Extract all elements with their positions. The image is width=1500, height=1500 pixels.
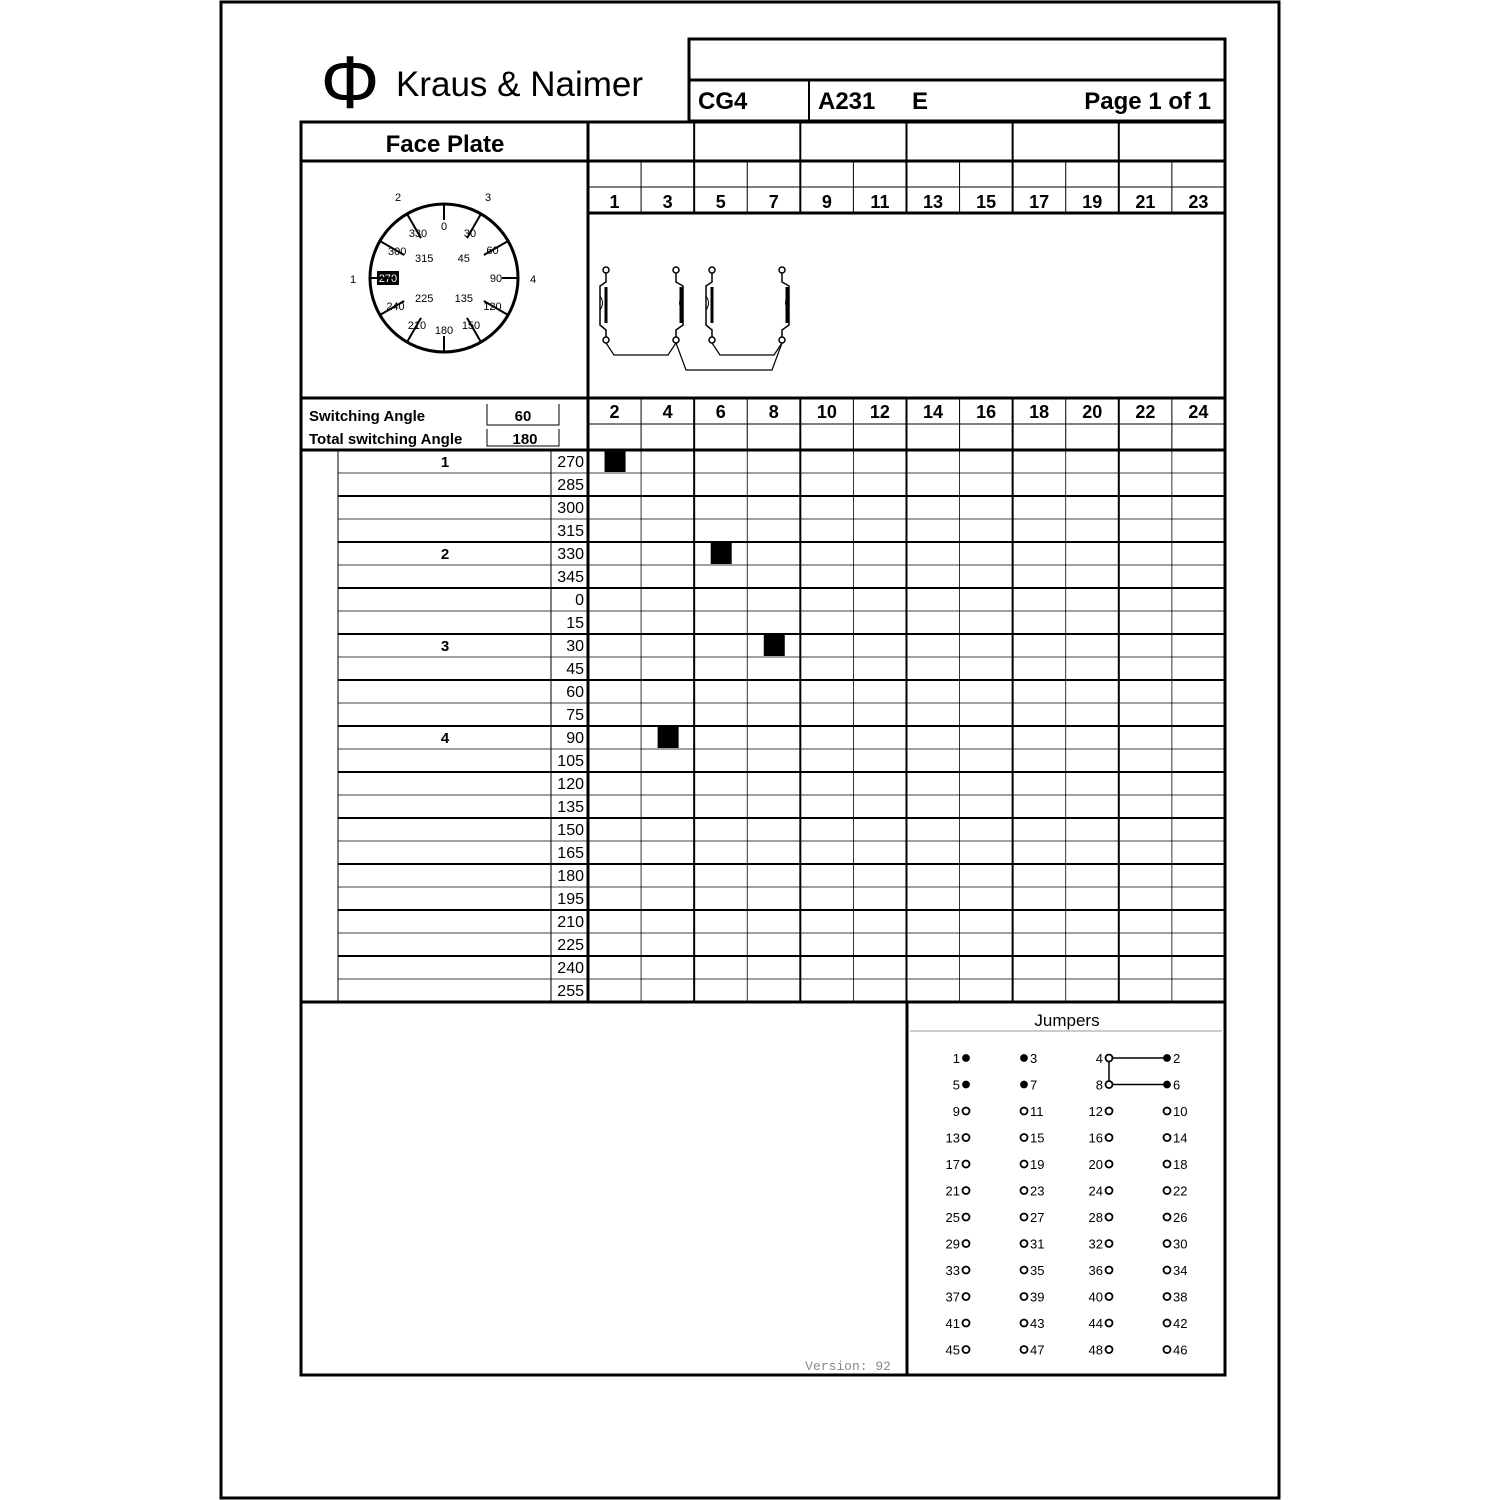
angle-cell: 0 — [575, 592, 584, 609]
terminal-bottom: 2 — [609, 402, 620, 422]
contact-closed-mark — [605, 451, 626, 472]
terminal-bottom: 16 — [976, 402, 997, 422]
jumper-terminal-open — [1021, 1240, 1028, 1247]
jumper-terminal-open — [1164, 1320, 1171, 1327]
jumper-terminal-open — [1021, 1346, 1028, 1353]
dial-inner-label: 225 — [415, 292, 434, 305]
jumper-terminal-open — [1164, 1214, 1171, 1221]
terminal-top: 13 — [923, 192, 944, 212]
jumper-terminal-open — [1021, 1320, 1028, 1327]
dial-angle-label: 240 — [386, 301, 405, 313]
jumper-terminal-open — [1021, 1134, 1028, 1141]
jumper-terminal-open — [1021, 1161, 1028, 1168]
jumper-terminal-label: 29 — [945, 1236, 960, 1252]
jumper-terminal-open — [1164, 1267, 1171, 1274]
jumper-terminal-label: 9 — [952, 1104, 960, 1119]
jumper-terminal-label: 33 — [945, 1263, 960, 1278]
jumper-terminal-label: 27 — [1030, 1210, 1045, 1225]
jumper-terminal-label: 34 — [1173, 1263, 1188, 1278]
angle-cell: 60 — [566, 684, 584, 701]
angle-cell: 270 — [557, 454, 584, 471]
jumper-terminal-label: 30 — [1173, 1236, 1188, 1252]
variant-code: E — [912, 88, 929, 115]
terminal-top: 11 — [870, 192, 890, 212]
terminal-bottom: 4 — [662, 402, 673, 422]
jumper-terminal-label: 24 — [1088, 1183, 1103, 1199]
jumper-terminal-label: 15 — [1030, 1130, 1045, 1146]
jumper-terminal-open — [1021, 1267, 1028, 1274]
jumper-terminal-open — [1021, 1108, 1028, 1115]
jumpers-title: Jumpers — [1034, 1011, 1100, 1030]
jumper-terminal-label: 41 — [945, 1316, 960, 1331]
angle-cell: 255 — [557, 983, 584, 1000]
jumper-terminal-filled — [1021, 1055, 1027, 1061]
jumper-terminal-label: 14 — [1173, 1130, 1188, 1146]
angle-cell: 15 — [566, 615, 584, 632]
switching-angle-value: 60 — [514, 408, 532, 425]
angle-cell: 195 — [557, 891, 584, 908]
position-cell: 2 — [440, 546, 450, 563]
jumper-terminal-open — [1164, 1161, 1171, 1168]
face-plate-title: Face Plate — [385, 131, 505, 158]
jumper-terminal-label: 17 — [945, 1157, 960, 1172]
jumper-terminal-label: 43 — [1030, 1316, 1045, 1331]
jumper-terminal-open — [1164, 1187, 1171, 1194]
jumper-terminal-label: 38 — [1173, 1289, 1188, 1305]
dial-angle-label: 90 — [489, 273, 503, 285]
terminal-top: 15 — [976, 192, 997, 212]
jumper-terminal-open — [1106, 1320, 1113, 1327]
jumper-terminal-open — [1106, 1081, 1113, 1088]
version-label: Version: 92 — [805, 1359, 891, 1374]
jumper-terminal-open — [963, 1214, 970, 1221]
jumper-terminal-label: 26 — [1173, 1210, 1188, 1225]
total-switching-angle-value: 180 — [512, 431, 538, 448]
terminal-bottom: 20 — [1082, 402, 1103, 422]
jumper-terminal-open — [1106, 1187, 1113, 1194]
jumper-terminal-label: 19 — [1030, 1157, 1045, 1172]
jumper-terminal-filled — [963, 1055, 969, 1061]
jumper-terminal-open — [1106, 1055, 1113, 1062]
terminal-bottom: 22 — [1135, 402, 1156, 422]
angle-cell: 135 — [557, 799, 584, 816]
angle-cell: 90 — [566, 730, 584, 747]
jumper-terminal-filled — [963, 1082, 969, 1088]
terminal-bottom: 8 — [768, 402, 779, 422]
jumper-terminal-open — [963, 1187, 970, 1194]
dial-angle-label: 270 — [378, 273, 398, 285]
jumper-terminal-open — [1021, 1187, 1028, 1194]
jumper-terminal-label: 16 — [1088, 1130, 1103, 1146]
jumper-terminal-filled — [1021, 1082, 1027, 1088]
dial-inner-label: 45 — [457, 253, 470, 266]
jumper-terminal-open — [963, 1134, 970, 1141]
jumper-terminal-open — [1164, 1134, 1171, 1141]
jumper-terminal-filled — [1164, 1055, 1170, 1061]
switch-code: CG4 — [698, 88, 748, 115]
jumper-terminal-label: 35 — [1030, 1263, 1045, 1278]
angle-cell: 330 — [557, 546, 584, 563]
jumper-terminal-label: 1 — [952, 1051, 960, 1066]
dial-angle-label: 300 — [388, 246, 407, 258]
jumper-terminal-label: 10 — [1173, 1104, 1188, 1119]
contact-closed-mark — [764, 635, 785, 656]
dial-angle-label: 60 — [486, 245, 499, 257]
dial-inner-label: 315 — [415, 253, 434, 266]
dial-angle-label: 210 — [407, 319, 427, 332]
terminal-top: 17 — [1029, 192, 1050, 212]
angle-cell: 300 — [557, 500, 584, 517]
jumper-terminal-open — [1164, 1293, 1171, 1300]
dial-angle-label: 180 — [434, 325, 454, 337]
jumper-terminal-open — [963, 1267, 970, 1274]
jumper-terminal-open — [1106, 1214, 1113, 1221]
terminal-top: 1 — [609, 192, 620, 212]
angle-cell: 150 — [557, 822, 584, 839]
jumper-terminal-label: 21 — [945, 1183, 960, 1199]
jumper-terminal-label: 18 — [1173, 1157, 1188, 1172]
jumper-terminal-label: 48 — [1088, 1342, 1103, 1358]
terminal-top: 5 — [715, 192, 726, 212]
angle-cell: 105 — [557, 753, 584, 770]
position-label-3: 3 — [484, 192, 492, 204]
position-label-1: 1 — [349, 274, 357, 286]
terminal-bottom: 24 — [1188, 402, 1209, 422]
total-switching-angle-label: Total switching Angle — [309, 431, 463, 448]
brand-name: Kraus & Naimer — [396, 65, 644, 104]
page-frame — [221, 2, 1279, 1498]
jumper-terminal-label: 42 — [1173, 1316, 1188, 1331]
angle-cell: 225 — [557, 937, 584, 954]
dial-angle-label: 330 — [408, 227, 428, 240]
jumper-terminal-label: 37 — [945, 1289, 960, 1305]
angle-cell: 180 — [557, 868, 584, 885]
jumper-terminal-label: 36 — [1088, 1263, 1103, 1278]
terminal-top: 3 — [662, 192, 673, 212]
terminal-bottom: 10 — [816, 402, 837, 422]
jumper-terminal-open — [1021, 1293, 1028, 1300]
contact-closed-mark — [711, 543, 732, 564]
jumper-terminal-open — [1106, 1161, 1113, 1168]
jumper-terminal-label: 47 — [1030, 1342, 1045, 1358]
jumper-terminal-label: 8 — [1095, 1077, 1103, 1093]
diagram-code: A231 — [818, 88, 876, 115]
terminal-top: 9 — [821, 192, 832, 212]
terminal-top: 21 — [1135, 192, 1156, 212]
jumper-terminal-label: 6 — [1173, 1077, 1181, 1093]
jumper-terminal-label: 4 — [1095, 1051, 1103, 1066]
jumper-terminal-open — [963, 1108, 970, 1115]
jumper-terminal-label: 12 — [1088, 1104, 1103, 1119]
jumper-terminal-open — [1106, 1108, 1113, 1115]
jumper-terminal-label: 25 — [945, 1210, 960, 1225]
contact-closed-mark — [658, 727, 679, 748]
terminal-bottom: 12 — [869, 402, 890, 422]
jumper-terminal-label: 45 — [945, 1342, 960, 1358]
jumper-terminal-label: 11 — [1030, 1104, 1044, 1119]
position-label-4: 4 — [529, 274, 537, 286]
angle-cell: 120 — [557, 776, 584, 793]
position-cell: 1 — [440, 454, 450, 471]
position-label-2: 2 — [394, 192, 402, 204]
dial-angle-label: 150 — [461, 319, 481, 332]
jumper-terminal-label: 3 — [1030, 1051, 1038, 1066]
jumper-terminal-label: 40 — [1088, 1289, 1103, 1305]
jumper-terminal-open — [1164, 1346, 1171, 1353]
jumper-terminal-label: 31 — [1030, 1236, 1045, 1252]
jumper-terminal-label: 13 — [945, 1130, 960, 1146]
jumper-terminal-label: 7 — [1030, 1077, 1038, 1093]
jumper-terminal-label: 23 — [1030, 1183, 1045, 1199]
jumper-terminal-open — [963, 1240, 970, 1247]
jumper-terminal-open — [1164, 1108, 1171, 1115]
angle-cell: 165 — [557, 845, 584, 862]
terminal-top: 19 — [1082, 192, 1103, 212]
angle-cell: 45 — [566, 661, 584, 678]
jumper-terminal-label: 5 — [952, 1077, 960, 1093]
jumper-terminal-open — [1106, 1267, 1113, 1274]
angle-cell: 210 — [557, 914, 584, 931]
angle-cell: 345 — [557, 569, 584, 586]
jumper-terminal-open — [963, 1293, 970, 1300]
page-number: Page 1 of 1 — [1084, 88, 1211, 115]
terminal-bottom: 6 — [715, 402, 726, 422]
dial-angle-label: 0 — [440, 221, 448, 233]
jumper-terminal-open — [1106, 1134, 1113, 1141]
jumper-terminal-open — [963, 1346, 970, 1353]
jumper-terminal-open — [1021, 1214, 1028, 1221]
terminal-top: 7 — [768, 192, 779, 212]
dial-angle-label: 30 — [463, 227, 477, 240]
angle-cell: 315 — [557, 523, 584, 540]
terminal-bottom: 18 — [1029, 402, 1050, 422]
dial-inner-label: 135 — [454, 292, 473, 305]
brand-logo-symbol: Φ — [320, 41, 380, 124]
jumper-terminal-label: 20 — [1088, 1157, 1103, 1172]
angle-cell: 240 — [557, 960, 584, 977]
angle-cell: 75 — [566, 707, 584, 724]
terminal-top: 23 — [1188, 192, 1209, 212]
angle-cell: 285 — [557, 477, 584, 494]
jumper-terminal-label: 32 — [1088, 1236, 1103, 1252]
jumper-terminal-label: 22 — [1173, 1183, 1188, 1199]
position-cell: 3 — [440, 638, 450, 655]
jumper-terminal-open — [1106, 1346, 1113, 1353]
jumper-terminal-open — [1106, 1293, 1113, 1300]
jumper-terminal-label: 39 — [1030, 1289, 1045, 1305]
dial-angle-label: 120 — [483, 301, 502, 313]
angle-cell: 30 — [566, 638, 584, 655]
jumper-terminal-label: 2 — [1173, 1051, 1181, 1066]
jumper-terminal-open — [1106, 1240, 1113, 1247]
jumper-terminal-open — [963, 1161, 970, 1168]
position-cell: 4 — [440, 730, 450, 747]
jumper-terminal-open — [1164, 1240, 1171, 1247]
jumper-terminal-label: 44 — [1088, 1316, 1103, 1331]
jumper-terminal-label: 28 — [1088, 1210, 1103, 1225]
jumper-terminal-label: 46 — [1173, 1342, 1188, 1358]
jumper-terminal-filled — [1164, 1082, 1170, 1088]
terminal-bottom: 14 — [923, 402, 944, 422]
jumper-terminal-open — [963, 1320, 970, 1327]
switching-angle-label: Switching Angle — [309, 408, 426, 425]
